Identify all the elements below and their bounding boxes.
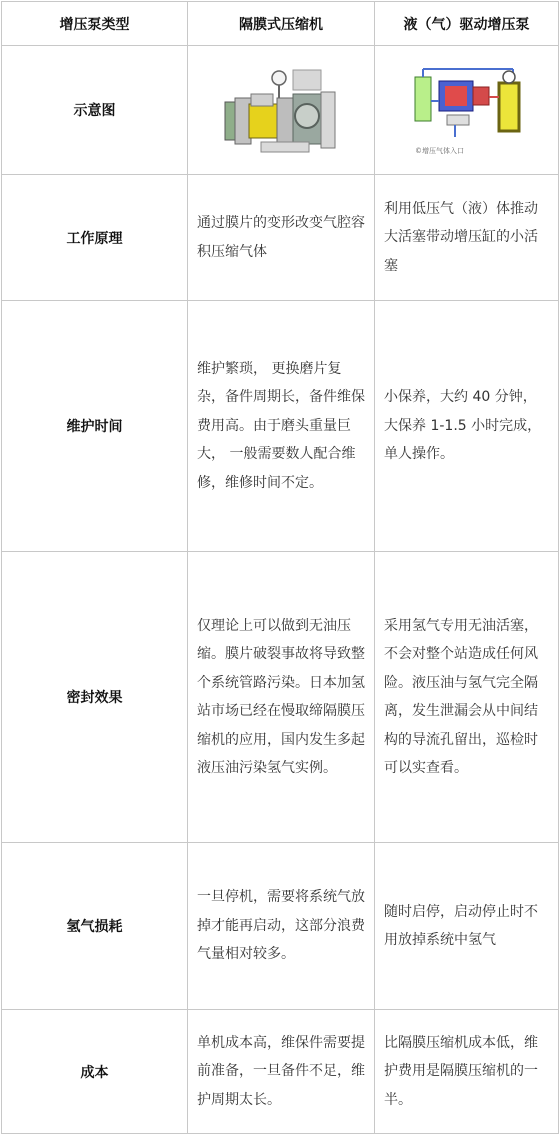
row-sealing [2,552,559,843]
booster-cost: 比隔膜压缩机成本低，维护费用是隔膜压缩机的一半。 [375,1010,559,1134]
diaphragm-compressor-image [221,64,341,156]
comparison-table [1,1,559,1134]
driven-booster-image [409,61,525,159]
row-principle [2,175,559,301]
diaphragm-principle: 通过膜片的变形改变气腔容积压缩气体 [188,175,375,301]
row-label-hydrogen-loss: 氢气损耗 [2,843,188,1010]
row-label-principle: 工作原理 [2,175,188,301]
driven-booster-illustration [375,46,559,175]
row-label-cost: 成本 [2,1010,188,1134]
row-maintenance [2,301,559,552]
header-pump-type: 增压泵类型 [2,2,188,46]
booster-hydrogen-loss: 随时启停，启动停止时不用放掉系统中氢气 [375,843,559,1010]
booster-caption: ©增压气体入口 [414,147,464,155]
row-cost [2,1010,559,1134]
diaphragm-hydrogen-loss: 一旦停机，需要将系统气放掉才能再启动，这部分浪费气量相对较多。 [188,843,375,1010]
header-diaphragm-compressor: 隔膜式压缩机 [188,2,375,46]
row-diagram [2,46,559,175]
header-driven-booster: 液（气）驱动增压泵 [375,2,559,46]
booster-sealing: 采用氢气专用无油活塞，不会对整个站造成任何风险。液压油与氢气完全隔离，发生泄漏会从中间结构的导流孔留出，巡检时可以实查看。 [375,552,559,843]
booster-principle: 利用低压气（液）体推动大活塞带动增压缸的小活塞 [375,175,559,301]
header-row [2,2,559,46]
diaphragm-compressor-illustration [188,46,375,175]
row-hydrogen-loss [2,843,559,1010]
row-label-diagram: 示意图 [2,46,188,175]
booster-maintenance: 小保养，大约 40 分钟，大保养 1-1.5 小时完成，单人操作。 [375,301,559,552]
diaphragm-sealing: 仅理论上可以做到无油压缩。膜片破裂事故将导致整个系统管路污染。日本加氢站市场已经在慢取缔隔膜压缩机的应用，国内发生多起液压油污染氢气实例。 [188,552,375,843]
diaphragm-maintenance: 维护繁琐， 更换磨片复杂，备件周期长，备件维保费用高。由于磨头重量巨大， 一般需要数人配合维修，维修时间不定。 [188,301,375,552]
diaphragm-cost: 单机成本高，维保件需要提前准备，一旦备件不足，维护周期太长。 [188,1010,375,1134]
row-label-maintenance: 维护时间 [2,301,188,552]
row-label-sealing: 密封效果 [2,552,188,843]
